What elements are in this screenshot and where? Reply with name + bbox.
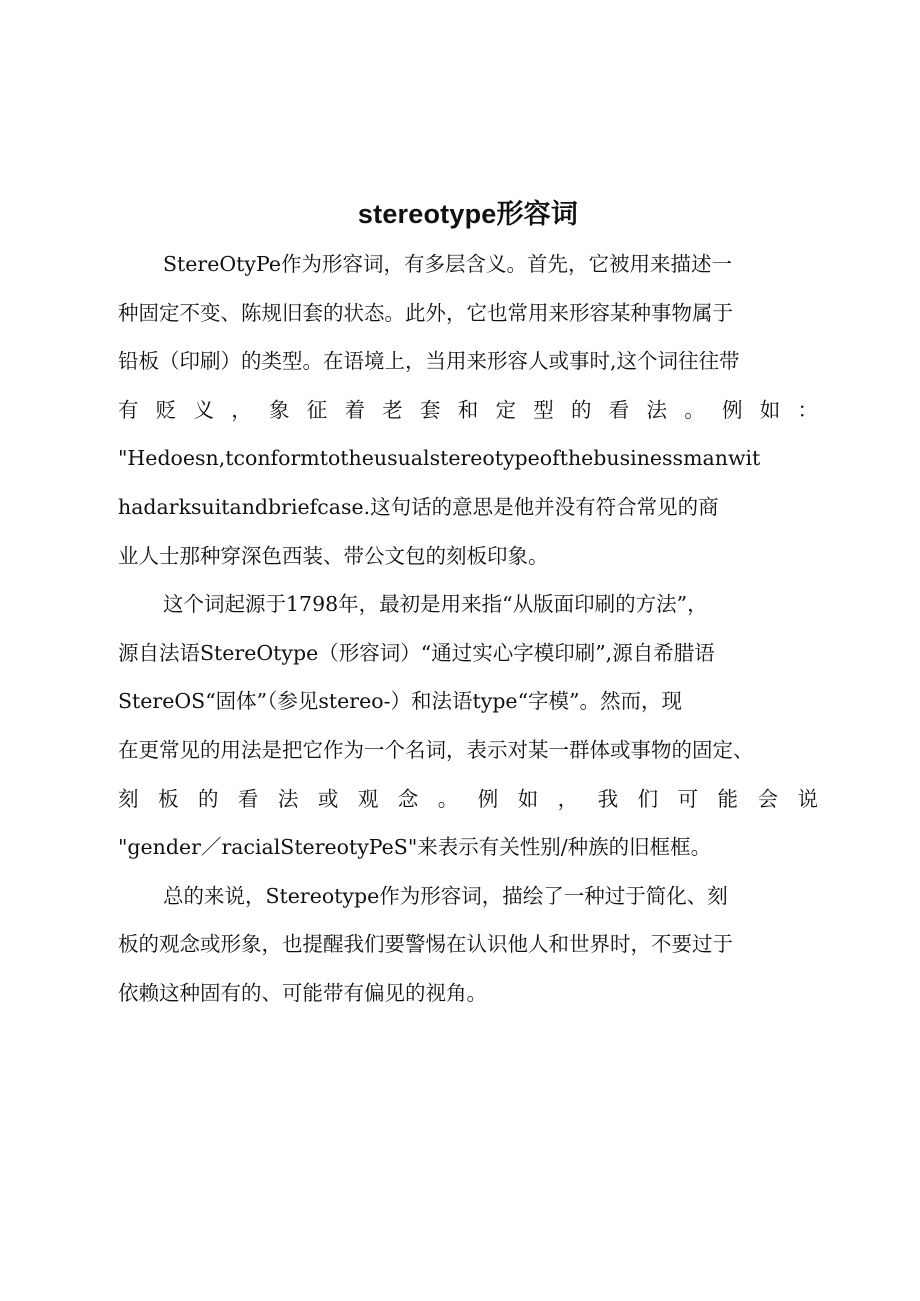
char: 法	[646, 397, 667, 422]
char: 着	[344, 397, 365, 422]
paragraph-3	[118, 872, 818, 1018]
char: 例	[477, 786, 499, 811]
char: 的	[571, 397, 592, 422]
char: 们	[637, 786, 659, 811]
char: 。	[437, 786, 459, 811]
char: ，	[557, 786, 579, 811]
char: 义	[193, 397, 214, 422]
char: 例	[722, 397, 743, 422]
char: 定	[495, 397, 516, 422]
paragraph-line: 在更常见的用法是把它作为一个名词，表示对某一群体或事物的固定、	[118, 737, 754, 762]
char: 说	[797, 786, 818, 811]
paragraph-line: 板的观念或形象，也提醒我们要警惕在认识他人和世界时，不要过于	[118, 932, 733, 957]
char: 征	[306, 397, 328, 422]
paragraph-line: 种固定不变、陈规旧套的状态。此外，它也常用来形容某种事物属于	[118, 300, 733, 325]
char: 能	[717, 786, 739, 811]
char: ：	[797, 397, 818, 422]
paragraph-1	[118, 240, 818, 580]
document-page	[118, 192, 818, 1018]
paragraph-line: "gender／racialStereotyPeS"来表示有关性别/种族的旧框框。	[118, 835, 712, 860]
char: 老	[382, 397, 403, 422]
char: 看	[608, 397, 630, 422]
char: 象	[269, 397, 290, 422]
justified-line	[118, 775, 818, 824]
char: 念	[397, 786, 419, 811]
char: 的	[197, 786, 219, 811]
paragraph-2	[118, 580, 818, 872]
char: 和	[457, 397, 479, 422]
paragraph-line: StereOS“固体”（参见stereo-）和法语type“字模”。然而，现	[118, 689, 683, 714]
char: 有	[118, 397, 139, 422]
paragraph-line: 依赖这种固有的、可能带有偏见的视角。	[118, 980, 487, 1005]
char: 如	[517, 786, 539, 811]
document-title: stereotype形容词	[357, 199, 579, 229]
paragraph-line: StereOtyPe作为形容词，有多层含义。首先，它被用来描述一	[163, 252, 732, 276]
char: 观	[357, 786, 379, 811]
char: 可	[677, 786, 699, 811]
char: 板	[157, 786, 179, 811]
paragraph-line: 总的来说，Stereotype作为形容词，描绘了一种过于简化、刻	[163, 883, 728, 908]
char: 贬	[155, 397, 177, 422]
char: 会	[757, 786, 778, 811]
char: 型	[533, 397, 554, 422]
paragraph-line: hadarksuitandbriefcase.这句话的意思是他并没有符合常见的商	[118, 494, 719, 519]
char: 刻	[118, 786, 139, 811]
char: 套	[420, 397, 441, 422]
paragraph-line: 铅板（印刷）的类型。在语境上，当用来形容人或事时,这个词往往带	[118, 349, 740, 374]
char: 。	[684, 397, 705, 422]
char: 法	[277, 786, 299, 811]
paragraph-line: 这个词起源于1798年，最初是用来指“从版面印刷的方法”，	[163, 592, 708, 617]
paragraph-line: 业人士那种穿深色西装、带公文包的刻板印象。	[118, 543, 549, 568]
justified-line	[118, 386, 818, 435]
char: 如	[759, 397, 781, 422]
char: 我	[597, 786, 619, 811]
paragraph-line: 源自法语StereOtype（形容词）“通过实心字模印刷”,源自希腊语	[118, 640, 715, 665]
char: 看	[237, 786, 259, 811]
paragraph-line: "Hedoesn,tconformtotheusualstereotypeofthebusinessmanwit	[118, 446, 761, 471]
char: 或	[317, 786, 339, 811]
char: ，	[231, 397, 252, 422]
